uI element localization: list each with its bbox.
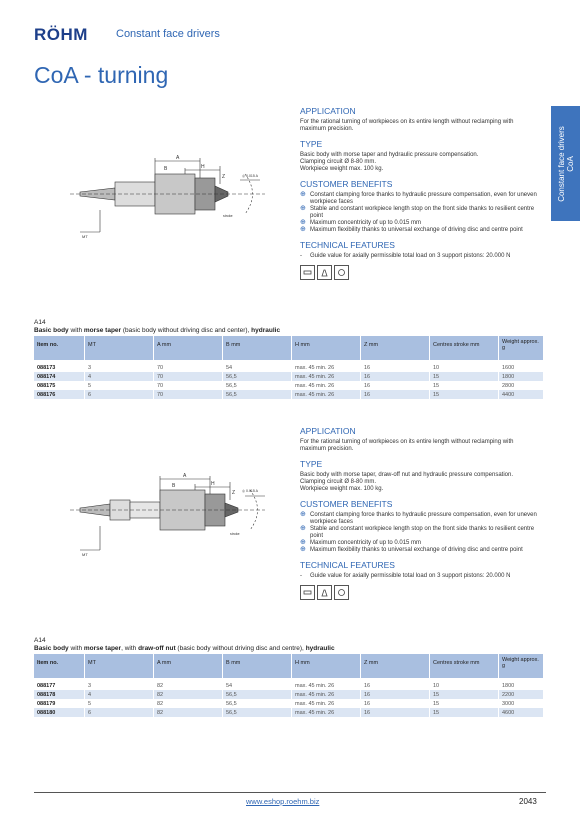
dim-label-b: B (164, 166, 168, 172)
type-text-line: Clamping circuit Ø 8-80 mm. (300, 479, 377, 485)
feature-icons (300, 585, 540, 600)
benefit-item: ⊕ Stable and constant workpiece length stop on the front side thanks to resilient centre point (300, 526, 540, 540)
col-header: Z mm (361, 336, 430, 360)
dim-label-z: Z (232, 490, 236, 496)
cell: max. 45 min. 26 (292, 699, 361, 708)
col-header: Item no. (34, 654, 85, 678)
col-header: Z mm (361, 654, 430, 678)
cell: max. 45 min. 26 (292, 363, 361, 372)
cell: 15 (430, 390, 499, 399)
features-heading: TECHNICAL FEATURES (300, 560, 395, 570)
cell: 3 (85, 681, 154, 690)
caption-bold: Basic body (34, 645, 69, 652)
side-tab-line2: CoA (565, 155, 575, 172)
cell: 16 (361, 681, 430, 690)
cell: 82 (154, 681, 223, 690)
cell: 16 (361, 690, 430, 699)
benefit-item: ⊕ Stable and constant workpiece length stop on the front side thanks to resilient centre point (300, 206, 540, 220)
cell: 4400 (499, 390, 544, 399)
weight-icon (317, 265, 332, 280)
table-row (34, 681, 544, 690)
type-text-line: Workpiece weight max. 100 kg. (300, 486, 384, 492)
page-number: 2043 (519, 797, 537, 806)
dim-label-mt: MT (82, 234, 88, 239)
cell: 70 (154, 381, 223, 390)
col-header: MT (85, 654, 154, 678)
cell: 10 (430, 363, 499, 372)
application-heading: APPLICATION (300, 426, 356, 436)
cell: 56,5 (223, 699, 292, 708)
caption-bold: Basic body (34, 327, 69, 334)
dim-label-conc: ◎ 0.015 A (242, 174, 258, 178)
cell: 5 (85, 381, 154, 390)
cell: 6 (85, 708, 154, 717)
col-header: H mm (292, 336, 361, 360)
table-row (34, 372, 544, 381)
cell-item-no: 088174 (34, 372, 85, 381)
cell-item-no: 088177 (34, 681, 85, 690)
cell: 1600 (499, 363, 544, 372)
cell: 54 (223, 363, 292, 372)
cell: 4 (85, 372, 154, 381)
col-header: A mm (154, 654, 223, 678)
caption-text: (basic body without driving disc and centre), (175, 645, 306, 652)
cell: 82 (154, 690, 223, 699)
side-tab (551, 106, 580, 221)
benefit-item: ⊕ Constant clamping force thanks to hydraulic pressure compensation, even for uneven workpiece faces (300, 512, 540, 526)
type-text-line: Clamping circuit Ø 8-80 mm. (300, 159, 377, 165)
col-header: Centres stroke mm (430, 336, 499, 360)
cell: 4 (85, 690, 154, 699)
cell: 82 (154, 699, 223, 708)
dim-label-conc: ◎ 0.015 A (242, 489, 258, 493)
cell: 10 (430, 681, 499, 690)
product-table-1 (34, 336, 544, 399)
rotation-icon (334, 265, 349, 280)
dim-label-h: H (201, 164, 205, 170)
dim-label-h: H (211, 481, 215, 487)
benefit-item: ⊕ Maximum flexibility thanks to universal exchange of driving disc and centre point (300, 547, 540, 554)
caption-bold: hydraulic (305, 645, 335, 652)
cell: 15 (430, 690, 499, 699)
dim-label-a: A (176, 155, 180, 161)
cell: 56,5 (223, 372, 292, 381)
dim-label-a: A (183, 473, 187, 479)
application-heading: APPLICATION (300, 106, 356, 116)
cell: 82 (154, 708, 223, 717)
type-heading: TYPE (300, 139, 323, 149)
cell: 70 (154, 390, 223, 399)
col-header: Weight approx. g (499, 336, 544, 360)
cell: 1800 (499, 372, 544, 381)
type-text-line: Basic body with morse taper, draw-off nut and hydraulic pressure compensation. (300, 472, 513, 478)
col-header: Item no. (34, 336, 85, 360)
table-header-row (34, 654, 544, 678)
page-title: CoA - turning (34, 62, 169, 88)
table-row (34, 690, 544, 699)
workpiece-icon (300, 585, 315, 600)
cell: max. 45 min. 26 (292, 372, 361, 381)
cell-item-no: 088173 (34, 363, 85, 372)
caption-bold: morse taper (83, 327, 122, 334)
features-heading: TECHNICAL FEATURES (300, 240, 395, 250)
header-title: Constant face drivers (116, 28, 220, 40)
col-header: Centres stroke mm (430, 654, 499, 678)
cell: 3 (85, 363, 154, 372)
table-code: A14 (34, 637, 46, 644)
cell: max. 45 min. 26 (292, 381, 361, 390)
table-caption-1 (34, 319, 544, 335)
features-text: - Guide value for axially permissible total load on 3 support pistons: 20.000 N (300, 253, 540, 260)
cell: 4600 (499, 708, 544, 717)
info-block-2 (300, 426, 540, 600)
table-header-row (34, 336, 544, 360)
benefit-item: ⊕ Maximum concentricity of up to 0.015 mm (300, 540, 540, 547)
eshop-link[interactable]: www.eshop.roehm.biz (246, 797, 320, 806)
cell-item-no: 088180 (34, 708, 85, 717)
caption-bold: draw-off nut (138, 645, 176, 652)
cell: 15 (430, 372, 499, 381)
cell: 5 (85, 699, 154, 708)
technical-drawing-2 (60, 470, 275, 580)
cell: 56,5 (223, 690, 292, 699)
technical-drawing-1 (60, 152, 275, 262)
cell: 2200 (499, 690, 544, 699)
benefits-heading: CUSTOMER BENEFITS (300, 179, 393, 189)
cell-item-no: 088175 (34, 381, 85, 390)
cell: 56,5 (223, 381, 292, 390)
table-row (34, 708, 544, 717)
cell: 15 (430, 699, 499, 708)
cell: 70 (154, 372, 223, 381)
cell: 56,5 (223, 708, 292, 717)
cell: 70 (154, 363, 223, 372)
benefit-item: ⊕ Constant clamping force thanks to hydraulic pressure compensation, even for uneven workpiece faces (300, 192, 540, 206)
caption-bold: hydraulic (251, 327, 281, 334)
caption-text: with (68, 645, 84, 652)
cell: max. 45 min. 26 (292, 681, 361, 690)
caption-text: with (68, 327, 84, 334)
weight-icon (317, 585, 332, 600)
cell: 16 (361, 390, 430, 399)
cell: 1800 (499, 681, 544, 690)
table-row (34, 363, 544, 372)
cell: 16 (361, 381, 430, 390)
application-text: For the rational turning of workpieces on its entire length without reclamping with maximum precision. (300, 119, 514, 132)
table-row (34, 699, 544, 708)
col-header: Weight approx. g (499, 654, 544, 678)
benefit-item: ⊕ Maximum flexibility thanks to universal exchange of driving disc and centre point (300, 227, 540, 234)
cell: max. 45 min. 26 (292, 690, 361, 699)
footer-divider (34, 792, 546, 793)
benefit-item: ⊕ Maximum concentricity of up to 0.015 mm (300, 220, 540, 227)
features-text: - Guide value for axially permissible total load on 3 support pistons: 20.000 N (300, 573, 540, 580)
rotation-icon (334, 585, 349, 600)
product-table-2 (34, 654, 544, 717)
caption-text: , with (121, 645, 139, 652)
cell: max. 45 min. 26 (292, 390, 361, 399)
cell: 3000 (499, 699, 544, 708)
col-header: A mm (154, 336, 223, 360)
col-header: H mm (292, 654, 361, 678)
col-header: B mm (223, 654, 292, 678)
col-header: MT (85, 336, 154, 360)
cell-item-no: 088176 (34, 390, 85, 399)
feature-icons (300, 265, 540, 280)
cell: 54 (223, 681, 292, 690)
dim-label-stroke: stroke (230, 532, 240, 536)
caption-text: (basic body without driving disc and center), (121, 327, 252, 334)
benefits-heading: CUSTOMER BENEFITS (300, 499, 393, 509)
dim-label-z: Z (222, 174, 226, 180)
info-block-1 (300, 106, 540, 280)
cell: max. 45 min. 26 (292, 708, 361, 717)
cell: 56,5 (223, 390, 292, 399)
cell: 15 (430, 381, 499, 390)
cell: 15 (430, 708, 499, 717)
dim-label-stroke: stroke (223, 214, 233, 218)
benefits-list (300, 192, 540, 234)
cell: 16 (361, 372, 430, 381)
table-row (34, 381, 544, 390)
type-text-line: Basic body with morse taper and hydraulic pressure compensation. (300, 152, 479, 158)
benefits-list (300, 512, 540, 554)
table-caption-2 (34, 637, 544, 653)
roehm-logo: RÖHM (34, 25, 88, 44)
cell-item-no: 088179 (34, 699, 85, 708)
col-header: B mm (223, 336, 292, 360)
cell: 16 (361, 363, 430, 372)
table-code: A14 (34, 319, 46, 326)
dim-label-mt: MT (82, 552, 88, 557)
table-row (34, 390, 544, 399)
cell: 2800 (499, 381, 544, 390)
cell: 16 (361, 708, 430, 717)
type-text-line: Workpiece weight max. 100 kg. (300, 166, 384, 172)
side-tab-line1: Constant face drivers (556, 125, 566, 202)
cell: 16 (361, 699, 430, 708)
cell: 6 (85, 390, 154, 399)
caption-bold: morse taper (83, 645, 122, 652)
type-heading: TYPE (300, 459, 323, 469)
dim-label-b: B (172, 483, 176, 489)
cell-item-no: 088178 (34, 690, 85, 699)
application-text: For the rational turning of workpieces on its entire length without reclamping with maximum precision. (300, 439, 514, 452)
workpiece-icon (300, 265, 315, 280)
